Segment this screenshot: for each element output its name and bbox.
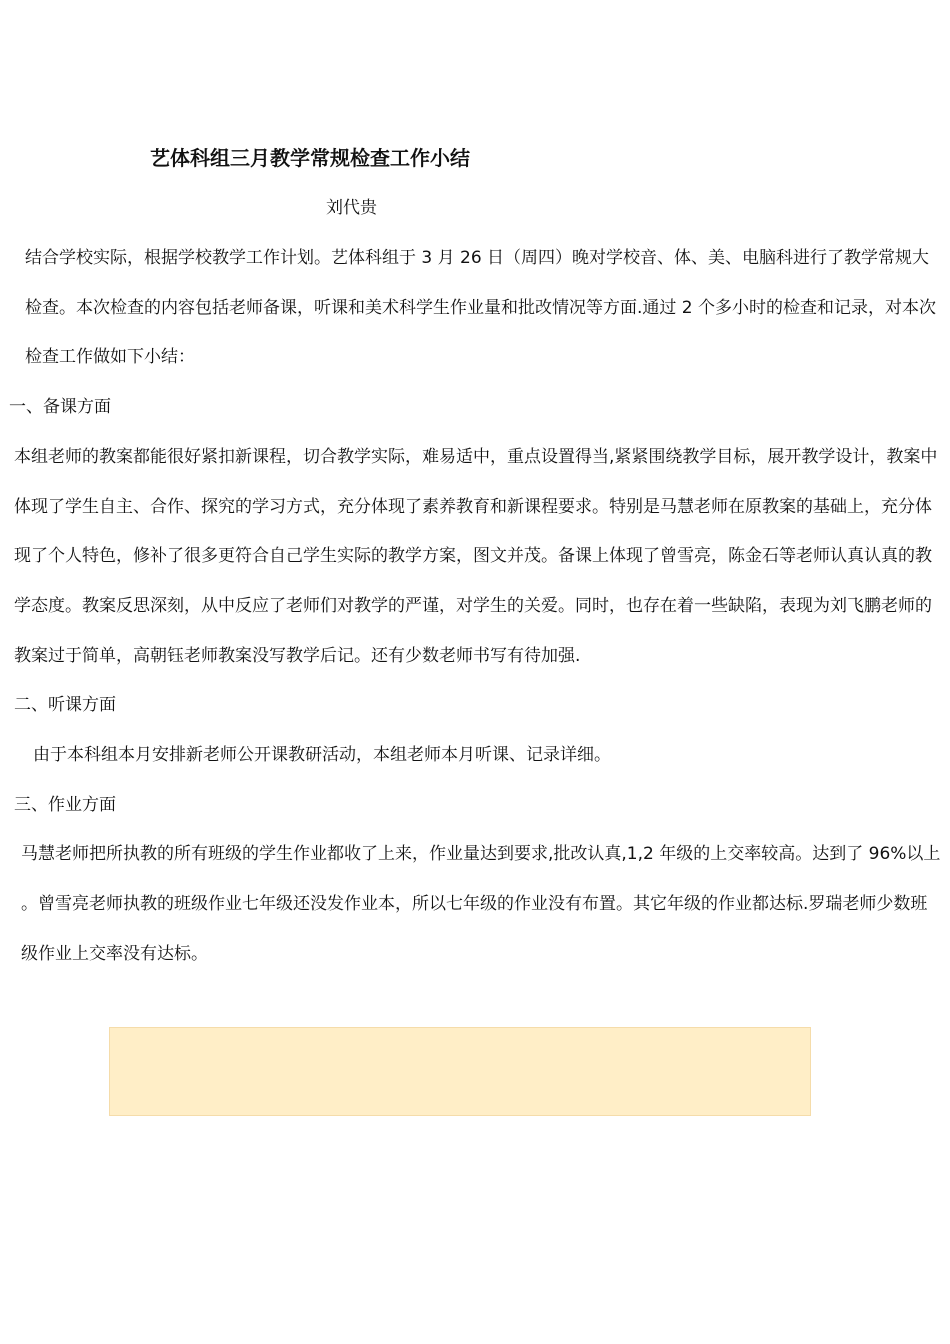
document-body xyxy=(4,234,944,980)
section-heading-class-observation: 二、听课方面 xyxy=(14,695,116,716)
section-text-homework: 马慧老师把所执教的所有班级的学生作业都收了上来，作业量达到要求,批改认真,1,2 年级的上交率较高。达到了 96%以上 。曾雪亮老师执教的班级作业七年级还没发作业本，所以七年级的作业没有布置。其它年级的作业都达标.罗瑞老师少数班级作业上交率没有达标。 xyxy=(21,844,941,964)
section-heading-homework: 三、作业方面 xyxy=(14,794,116,815)
section-text-class-observation: 由于本科组本月安排新老师公开课教研活动，本组老师本月听课、记录详细。 xyxy=(33,745,611,766)
section-heading-lesson-prep: 一、备课方面 xyxy=(9,397,111,418)
document-title: 艺体科组三月教学常规检查工作小结 xyxy=(150,146,470,170)
highlight-box xyxy=(109,1027,811,1116)
document-author: 刘代贵 xyxy=(326,198,377,218)
intro-paragraph: 结合学校实际，根据学校教学工作计划。艺体科组于 3 月 26 日（周四）晚对学校音、体、美、电脑科进行了教学常规大检查。本次检查的内容包括老师备课，听课和美术科学生作业量和批改情况等方面.通过 2 个多小时的检查和记录，对本次检查工作做如下小结： xyxy=(25,248,937,368)
section-text-lesson-prep: 本组老师的教案都能很好紧扣新课程，切合教学实际，难易适中，重点设置得当,紧紧围绕教学目标，展开教学设计，教案中体现了学生自主、合作、探究的学习方式，充分体现了素养教育和新课程要求。特别是马慧老师在原教案的基础上，充分体现了个人特色，修补了很多更符合自己学生实际的教学方案，图文并茂。备课上体现了曾雪亮，陈金石等老师认真认真的教学态度。教案反思深刻，从中反应了老师们对教学的严谨，对学生的关爱。同时，也存在着一些缺陷，表现为刘飞鹏老师的教案过于简单，高朝钰老师教案没写教学后记。还有少数老师书写有待加强. xyxy=(14,446,938,666)
